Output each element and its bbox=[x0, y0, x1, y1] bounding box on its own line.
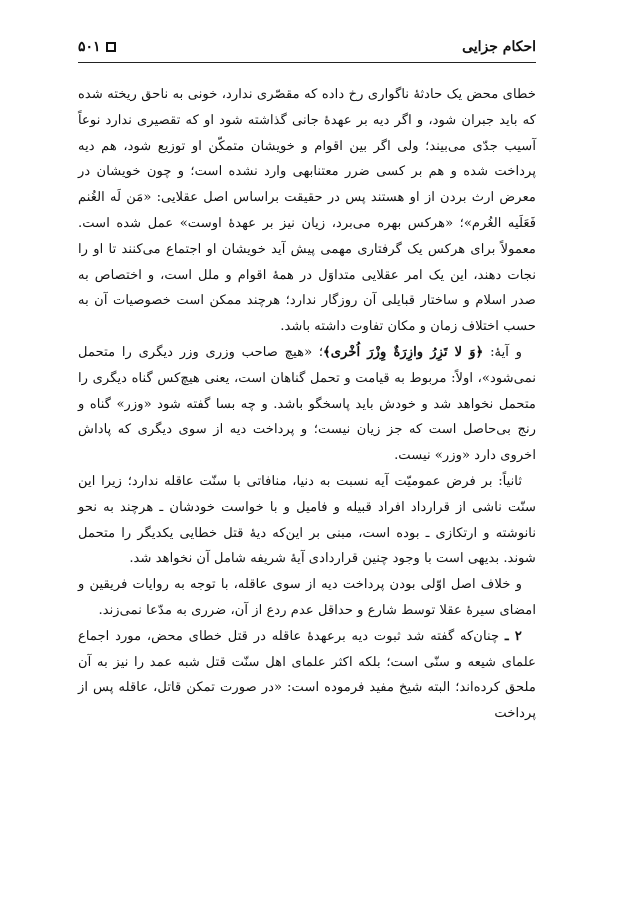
paragraph-2-rest: ؛ «هیچ صاحب وزری وزر دیگری را متحمل نمی‌شود»، اولاً: مربوط به قیامت و تحمل گناهان است، یعنی هیچ‌کس گناه دیگری را متحمل نخواهد شد و خودش باید پاسخگو باشد. و چه بسا گفته شود «وزر» گناه و رنج بی‌حاصل است که جز زیان نیست؛ و پرداخت دیه از سوی دیگری که پاداش اخروی دارد «وزر» نیست. bbox=[78, 344, 536, 464]
square-ornament-icon bbox=[106, 42, 116, 52]
paragraph-5 bbox=[78, 624, 536, 727]
page-number-block bbox=[78, 39, 116, 55]
paragraph-2-lead: و آیهٔ: bbox=[483, 344, 522, 360]
header-rule bbox=[78, 62, 536, 63]
section-number: ۲ ـ bbox=[504, 628, 522, 644]
paragraph-4: و خلاف اصل اوّلی بودن پرداخت دیه از سوی عاقله، با توجه به روایات فریقین و امضای سیرهٔ عقلا توسط شارع و حداقل عدم ردع از آن، ضرری به مدّعا نمی‌زند. bbox=[78, 577, 536, 618]
page-number: ۵۰۱ bbox=[78, 39, 101, 55]
body-text bbox=[78, 82, 536, 727]
book-title: احکام جزایی bbox=[462, 39, 536, 55]
paragraph-1: خطای محض یک حادثهٔ ناگواری رخ داده که مقصّری ندارد، خونی به ناحق ریخته شده که باید جبران شود، و اگر دیه بر عهدهٔ جانی گذاشته شود او که تقصیری ندارد نوعاً آسیب جدّی می‌بیند؛ ولی اگر بین اقوام و خویشان متمکّن او توزیع شود، هم دیه پرداخت شده و هم بر کسی ضرر معتنابهی وارد نشده است؛ و چون خویشان در معرض ارث بردن از او هستند پس در حقیقت براساس اصل عقلایی: «مَن لَه الغُنم فَعَلَیه الغُرم»؛ «هرکس بهره می‌برد، زیان نیز بر عهدهٔ اوست» عمل شده است. معمولاً برای هرکس یک گرفتاری مهمی پیش آید خویشان او اجتماع می‌کنند تا او را نجات دهند، این یک امر عقلایی متداوَل در همهٔ اقوام و ملل است، و اختصاص به صدر اسلام و ساختار قبایلی آن روزگار ندارد؛ هرچند ممکن است خصوصیات آن به حسب اختلاف زمان و مکان تفاوت داشته باشد. bbox=[78, 87, 536, 335]
running-header bbox=[78, 36, 536, 58]
paragraph-2 bbox=[78, 340, 536, 469]
paragraph-5-text: چنان‌که گفته شد ثبوت دیه برعهدهٔ عاقله در قتل خطای محض، مورد اجماع علمای شیعه و سنّی است؛ بلکه اکثر علمای اهل سنّت قتل شبه عمد را نیز به آن ملحق کرده‌اند؛ البته شیخ مفید فرموده است: «در صورت تمکن قاتل، عاقله پس از پرداخت bbox=[78, 628, 536, 722]
quran-verse: ﴿وَ لا تَزِرُ وازِرَةٌ وِزْرَ اُخْری﴾ bbox=[323, 344, 484, 360]
paragraph-3: ثانیاً: بر فرض عمومیّت آیه نسبت به دنیا، منافاتی با سنّت عاقله ندارد؛ زیرا این سنّت ناشی از قرارداد افراد قبیله و فامیل و با خواست خودشان ـ هرچند به نحو نانوشته و ارتکازی ـ بوده است، مبنی بر این‌که دیهٔ قتل خطایی یکدیگر را متحمل شوند. بدیهی است با وجود چنین قراردادی آیهٔ شریفه شامل آن نخواهد شد. bbox=[78, 473, 536, 567]
